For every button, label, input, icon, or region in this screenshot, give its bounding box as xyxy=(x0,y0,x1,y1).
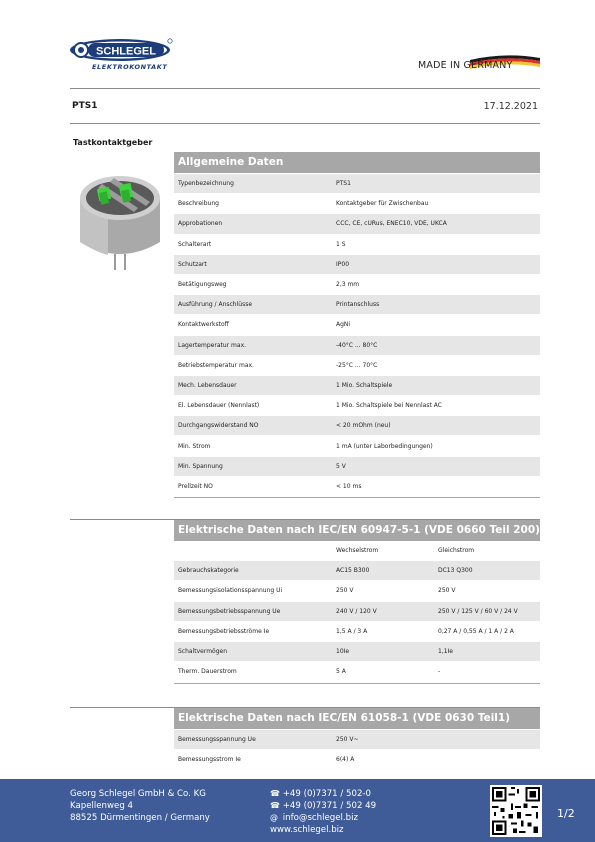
row-value: 2,3 mm xyxy=(336,281,360,289)
made-in-germany: MADE IN GERMANY xyxy=(418,60,513,71)
col-header-dc: Gleichstrom xyxy=(438,547,475,555)
row-label: Typenbezeichnung xyxy=(178,180,234,188)
row-value: 10Ie xyxy=(336,648,350,656)
table-row xyxy=(174,194,540,214)
website-link[interactable]: www.schlegel.biz xyxy=(270,825,344,835)
row-label: El. Lebensdauer (Nennlast) xyxy=(178,402,260,410)
product-code: PTS1 xyxy=(72,101,98,111)
row-value: 1 Mio. Schaltspiele bei Nennlast AC xyxy=(336,402,442,410)
row-value: 1 Mio. Schaltspiele xyxy=(336,381,393,389)
table-row xyxy=(174,376,540,396)
row-value: 6(4) A xyxy=(336,756,355,764)
table-row xyxy=(174,235,540,255)
street: Kapellenweg 4 xyxy=(70,801,133,811)
footer-contact xyxy=(270,788,376,836)
row-label: Therm. Dauerstrom xyxy=(178,668,237,676)
row-value: Printanschluss xyxy=(336,301,380,309)
table-row xyxy=(174,315,540,335)
row-value: 1,1Ie xyxy=(438,648,454,656)
electric-61058-table xyxy=(174,730,540,770)
table-row xyxy=(174,174,540,194)
phone-icon: ☎ xyxy=(270,789,280,798)
row-label: Prellzeit NO xyxy=(178,482,213,490)
row-label: Beschreibung xyxy=(178,200,219,208)
table-row xyxy=(174,275,540,295)
row-value: DC13 Q300 xyxy=(438,567,473,575)
row-label: Lagertemperatur max. xyxy=(178,341,247,349)
electric-table-end xyxy=(174,683,540,684)
table-row xyxy=(174,295,540,315)
col-header-ac: Wechselstrom xyxy=(336,547,379,555)
page-number: 1/2 xyxy=(557,807,575,820)
table-row xyxy=(174,581,540,601)
table-row xyxy=(174,416,540,436)
row-value: 1 S xyxy=(336,240,346,248)
row-label: Durchgangswiderstand NO xyxy=(178,422,259,430)
row-value: 1,5 A / 3 A xyxy=(336,627,368,635)
general-data-table xyxy=(174,174,540,497)
row-value: PTS1 xyxy=(336,180,351,188)
row-value: Kontaktgeber für Zwischenbau xyxy=(336,200,429,208)
table-row xyxy=(174,457,540,477)
row-label: Min. Spannung xyxy=(178,462,223,470)
column-header-row xyxy=(174,541,540,561)
row-value: 250 V~ xyxy=(336,736,359,744)
header-divider xyxy=(70,88,540,89)
phone-number[interactable]: +49 (0)7371 / 502-0 xyxy=(282,789,371,799)
section-general-title: Allgemeine Daten xyxy=(174,152,540,173)
document-date: 17.12.2021 xyxy=(483,101,538,112)
qr-code[interactable] xyxy=(490,785,542,837)
row-label: Approbationen xyxy=(178,220,223,228)
city: 88525 Dürmentingen / Germany xyxy=(70,813,210,823)
title-divider xyxy=(70,123,540,124)
row-value: 1 mA (unter Laborbedingungen) xyxy=(336,442,433,450)
row-value: AC15 B300 xyxy=(336,567,370,575)
row-label: Gebrauchskategorie xyxy=(178,567,239,575)
fax-number: +49 (0)7371 / 502 49 xyxy=(282,801,377,811)
email-icon: @ xyxy=(270,813,278,822)
section-electric-61058-title: Elektrische Daten nach IEC/EN 61058-1 (VDE 0630 Teil1) xyxy=(174,708,540,729)
row-value: 240 V / 120 V xyxy=(336,607,377,615)
general-table-end xyxy=(174,497,540,498)
table-row xyxy=(174,356,540,376)
row-label: Bemessungsspannung Ue xyxy=(178,736,256,744)
fax-icon: ☎ xyxy=(270,801,280,810)
row-value: 250 V xyxy=(336,587,354,595)
row-label: Betätigungsweg xyxy=(178,281,227,289)
table-row xyxy=(174,642,540,662)
electric-60947-table xyxy=(174,541,540,682)
row-label: Bemessungsbetriebsspannung Ue xyxy=(178,607,281,615)
row-value: -25°C ... 70°C xyxy=(336,361,378,369)
table-row xyxy=(174,255,540,275)
table-row xyxy=(174,602,540,622)
table-row xyxy=(174,561,540,581)
email-link[interactable]: info@schlegel.biz xyxy=(282,813,358,823)
row-value: 5 V xyxy=(336,462,346,470)
row-value: AgNi xyxy=(336,321,351,329)
row-label: Bemessungsisolationsspannung Ui xyxy=(178,587,283,595)
row-label: Schalterart xyxy=(178,240,212,248)
row-value: -40°C ... 80°C xyxy=(336,341,378,349)
table-row xyxy=(174,730,540,750)
row-label: Ausführung / Anschlüsse xyxy=(178,301,253,309)
row-value: - xyxy=(438,668,441,676)
table-row xyxy=(174,336,540,356)
logo-brand-text: SCHLEGEL xyxy=(96,45,156,58)
row-value: CCC, CE, cURus, ENEC10, VDE, UKCA xyxy=(336,220,447,228)
table-row xyxy=(174,214,540,234)
row-label: Schaltvermögen xyxy=(178,648,228,656)
footer-address xyxy=(70,788,210,824)
section-electric-60947-title: Elektrische Daten nach IEC/EN 60947-5-1 (VDE 0660 Teil 200) xyxy=(174,520,540,541)
row-value: 5 A xyxy=(336,668,346,676)
row-value: < 20 mOhm (neu) xyxy=(336,422,391,430)
product-image xyxy=(76,162,164,274)
company-name: Georg Schlegel GmbH & Co. KG xyxy=(70,789,206,799)
row-label: Kontaktwerkstoff xyxy=(178,321,229,329)
row-label: Min. Strom xyxy=(178,442,211,450)
product-category: Tastkontaktgeber xyxy=(73,138,153,147)
row-label: Betriebstemperatur max. xyxy=(178,361,254,369)
row-value: IP00 xyxy=(336,260,350,268)
row-label: Bemessungsbetriebsströme Ie xyxy=(178,627,270,635)
logo-subtitle: ELEKTROKONTAKT xyxy=(92,63,168,71)
table-row xyxy=(174,622,540,642)
row-label: Mech. Lebensdauer xyxy=(178,381,237,389)
row-value: 0,27 A / 0,55 A / 1 A / 2 A xyxy=(438,627,514,635)
row-label: Schutzart xyxy=(178,260,207,268)
table-row xyxy=(174,662,540,682)
row-label: Bemessungsstrom Ie xyxy=(178,756,241,764)
table-row xyxy=(174,436,540,456)
table-row xyxy=(174,750,540,770)
table-row xyxy=(174,396,540,416)
row-value: < 10 ms xyxy=(336,482,362,490)
row-value: 250 V / 125 V / 60 V / 24 V xyxy=(438,607,518,615)
row-value: 250 V xyxy=(438,587,456,595)
table-row xyxy=(174,477,540,497)
